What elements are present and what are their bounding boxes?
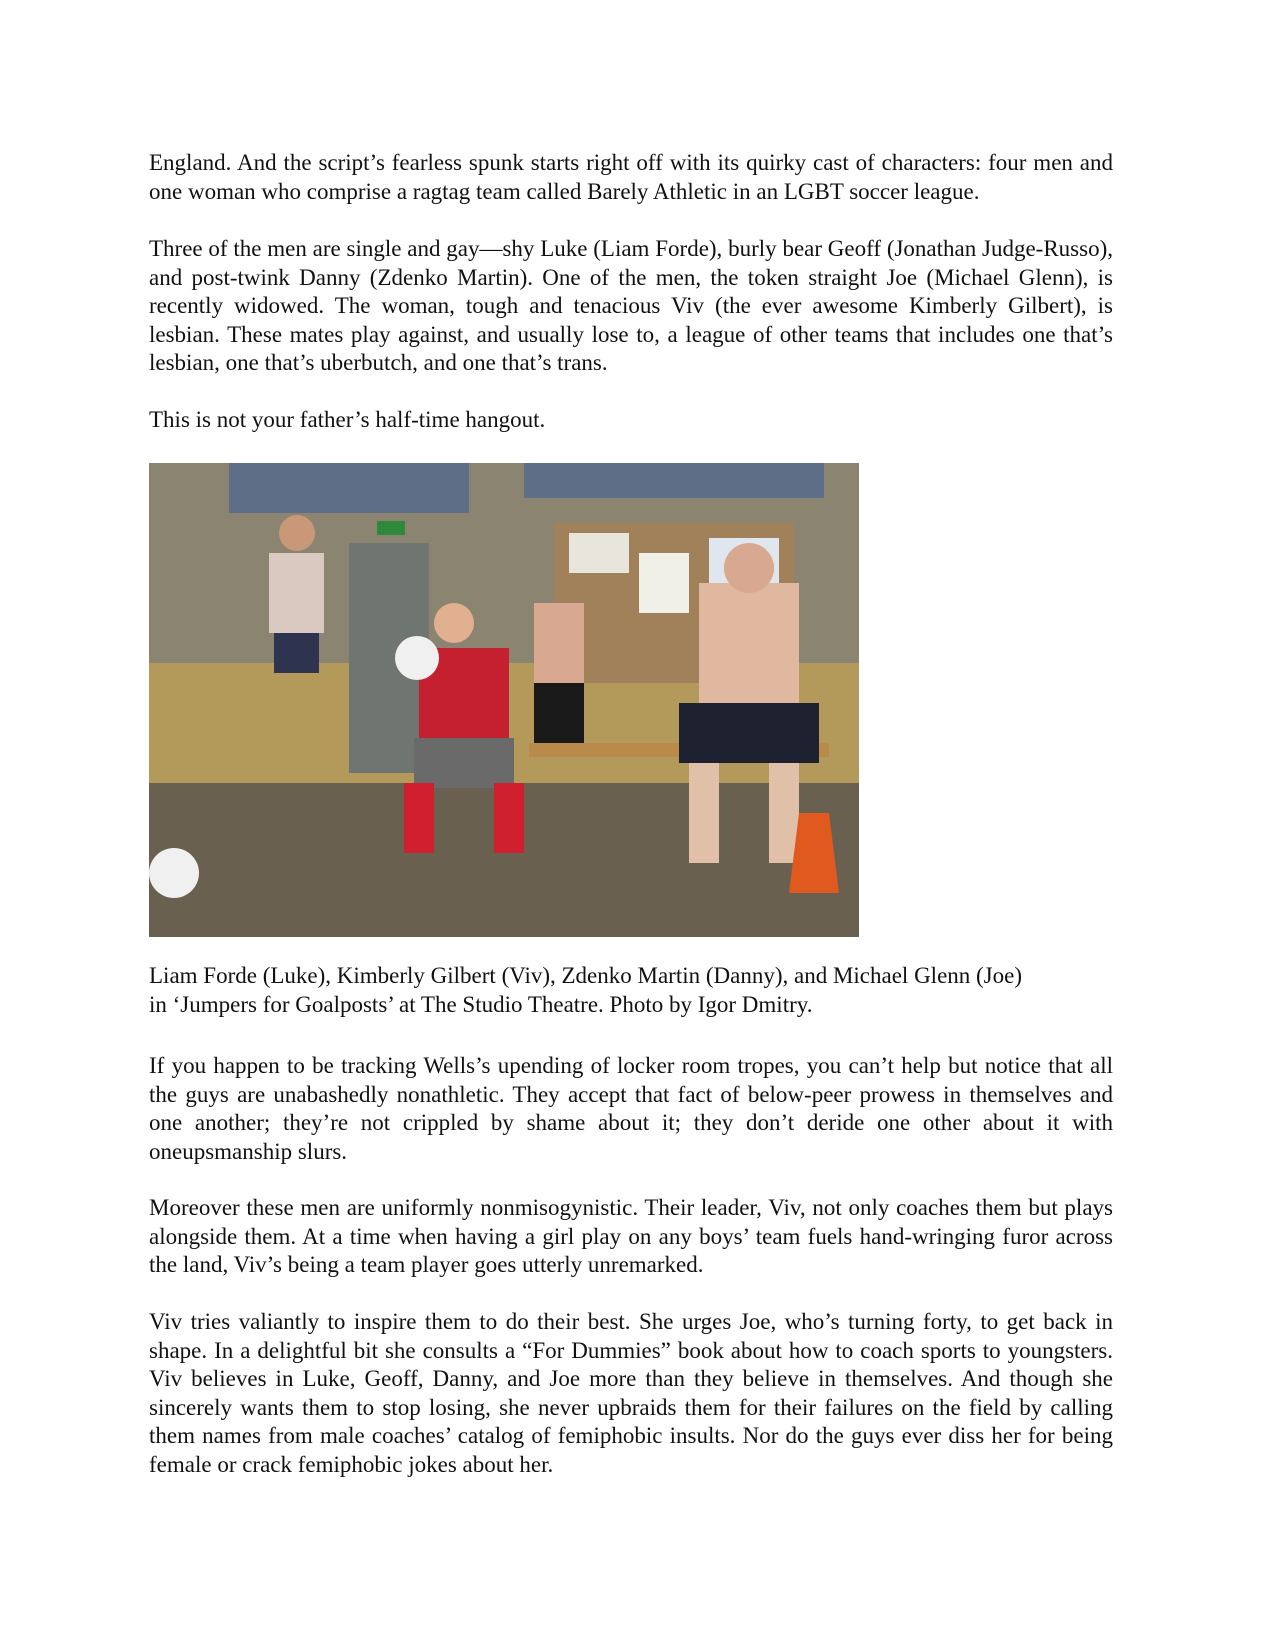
paragraph-viv: Viv tries valiantly to inspire them to do their best. She urges Joe, who’s turning forty, to get back in shape. In a delightful bit she consults a “For Dummies” book about how to coach sports to youngsters. Viv believes in Luke, Geoff, Danny, and Joe more than they believe in themselves. And though she sincerely wants them to stop losing, she never upbraids them for their failures on the field by calling them names from male coaches’ catalog of femiphobic insults. Nor do the guys ever diss her for being female or crack femiphobic jokes about her.	[149, 1309, 1113, 1477]
paragraph-characters: Three of the men are single and gay—shy Luke (Liam Forde), burly bear Geoff (Jonathan Judge-Russo), and post-twink Danny (Zdenko Martin). One of the men, the token straight Joe (Michael Glenn), is recently widowed. The woman, tough and tenacious Viv (the ever awesome Kimberly Gilbert), is lesbian. These mates play against, and usually lose to, a league of other teams that includes one that’s lesbian, one that’s uberbutch, and one that’s trans.	[149, 236, 1113, 375]
paragraph-intro: England. And the script’s fearless spunk starts right off with its quirky cast of characters: four men and one woman who comprise a ragtag team called Barely Athletic in an LGBT soccer league.	[149, 150, 1113, 204]
paragraph-nonathletic: If you happen to be tracking Wells’s upending of locker room tropes, you can’t help but notice that all the guys are unabashedly nonathletic. They accept that fact of below-peer prowess in themselves and one another; they’re not crippled by shame about it; they don’t deride one other about it with oneupsmanship slurs.	[149, 1053, 1113, 1164]
caption-line-2: in ‘Jumpers for Goalposts’ at The Studio Theatre. Photo by Igor Dmitry.	[149, 991, 813, 1017]
photo-caption	[149, 962, 1113, 1019]
caption-line-1: Liam Forde (Luke), Kimberly Gilbert (Viv), Zdenko Martin (Danny), and Michael Glenn (Joe)	[149, 963, 1023, 988]
production-photo	[149, 463, 859, 937]
paragraph-halftime: This is not your father’s half-time hangout.	[149, 407, 546, 432]
paragraph-nonmisogynistic: Moreover these men are uniformly nonmisogynistic. Their leader, Viv, not only coaches them but plays alongside them. At a time when having a girl play on any boys’ team fuels hand-wringing furor across the land, Viv’s being a team player goes utterly unremarked.	[149, 1195, 1113, 1277]
